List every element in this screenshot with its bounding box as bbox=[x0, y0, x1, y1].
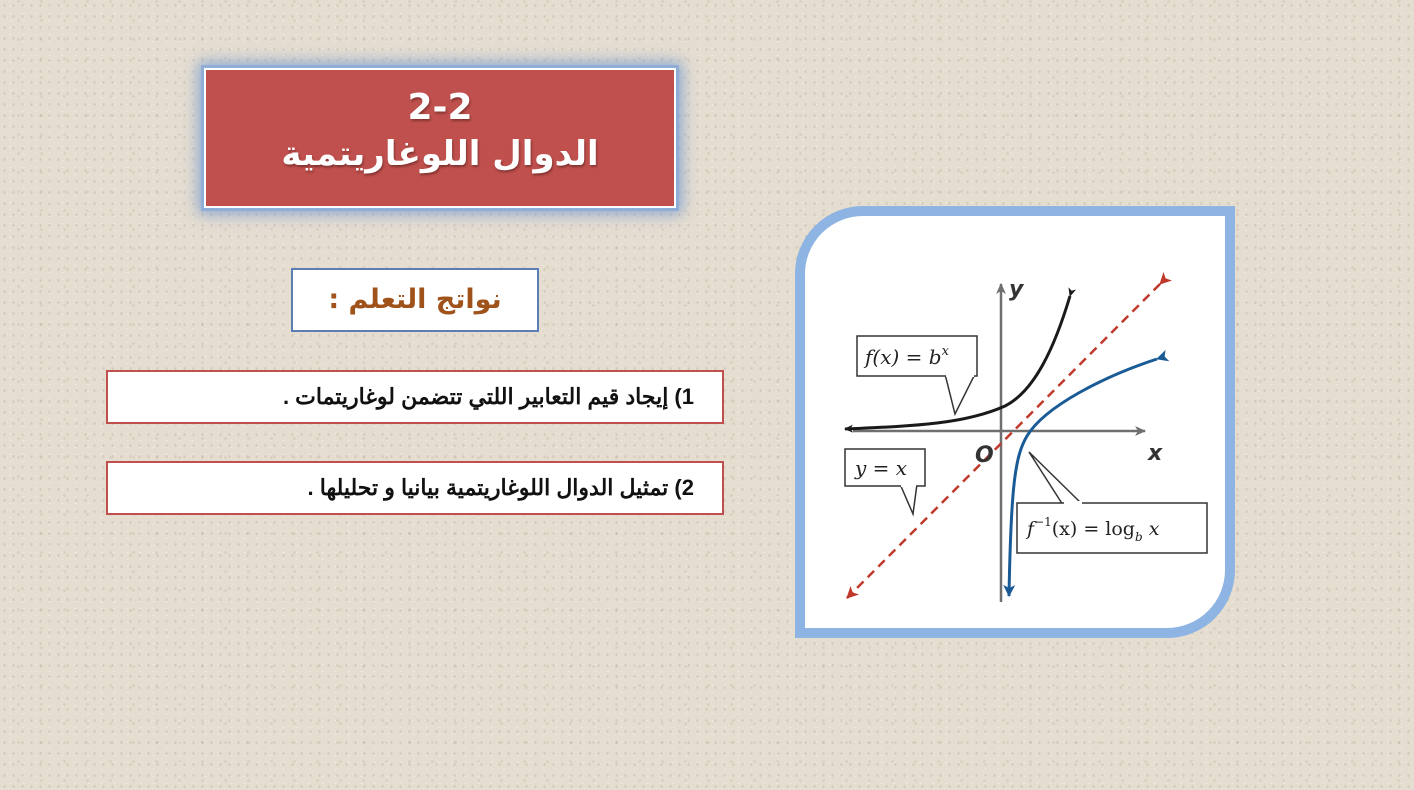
outcome-item-2: 2) تمثيل الدوال اللوغاريتمية بيانيا و تحليلها . bbox=[106, 461, 724, 515]
lesson-title: الدوال اللوغاريتمية bbox=[281, 134, 599, 174]
inverse-label: $f^{-1}(x) = \log_b x$ bbox=[1027, 515, 1160, 544]
function-graph bbox=[805, 216, 1225, 628]
exponential-label: $f(x) = b^x$ bbox=[865, 344, 949, 369]
graph-frame bbox=[795, 206, 1235, 638]
exponential-callout-pointer bbox=[945, 374, 975, 414]
logarithm-curve bbox=[1009, 359, 1157, 596]
x-axis-label: x bbox=[1148, 441, 1163, 466]
outcome-item-1: 1) إيجاد قيم التعابير اللتي تتضمن لوغاريتمات . bbox=[106, 370, 724, 424]
learning-outcomes-heading: نواتج التعلم : bbox=[291, 268, 539, 332]
inverse-callout-pointer bbox=[1029, 452, 1083, 505]
y-axis-label: y bbox=[1009, 277, 1024, 302]
origin-label: O bbox=[975, 443, 994, 468]
line-callout-pointer bbox=[900, 484, 917, 514]
line-label: y = x bbox=[855, 456, 908, 480]
lesson-title-box bbox=[204, 68, 676, 208]
lesson-number: 2-2 bbox=[407, 87, 473, 128]
